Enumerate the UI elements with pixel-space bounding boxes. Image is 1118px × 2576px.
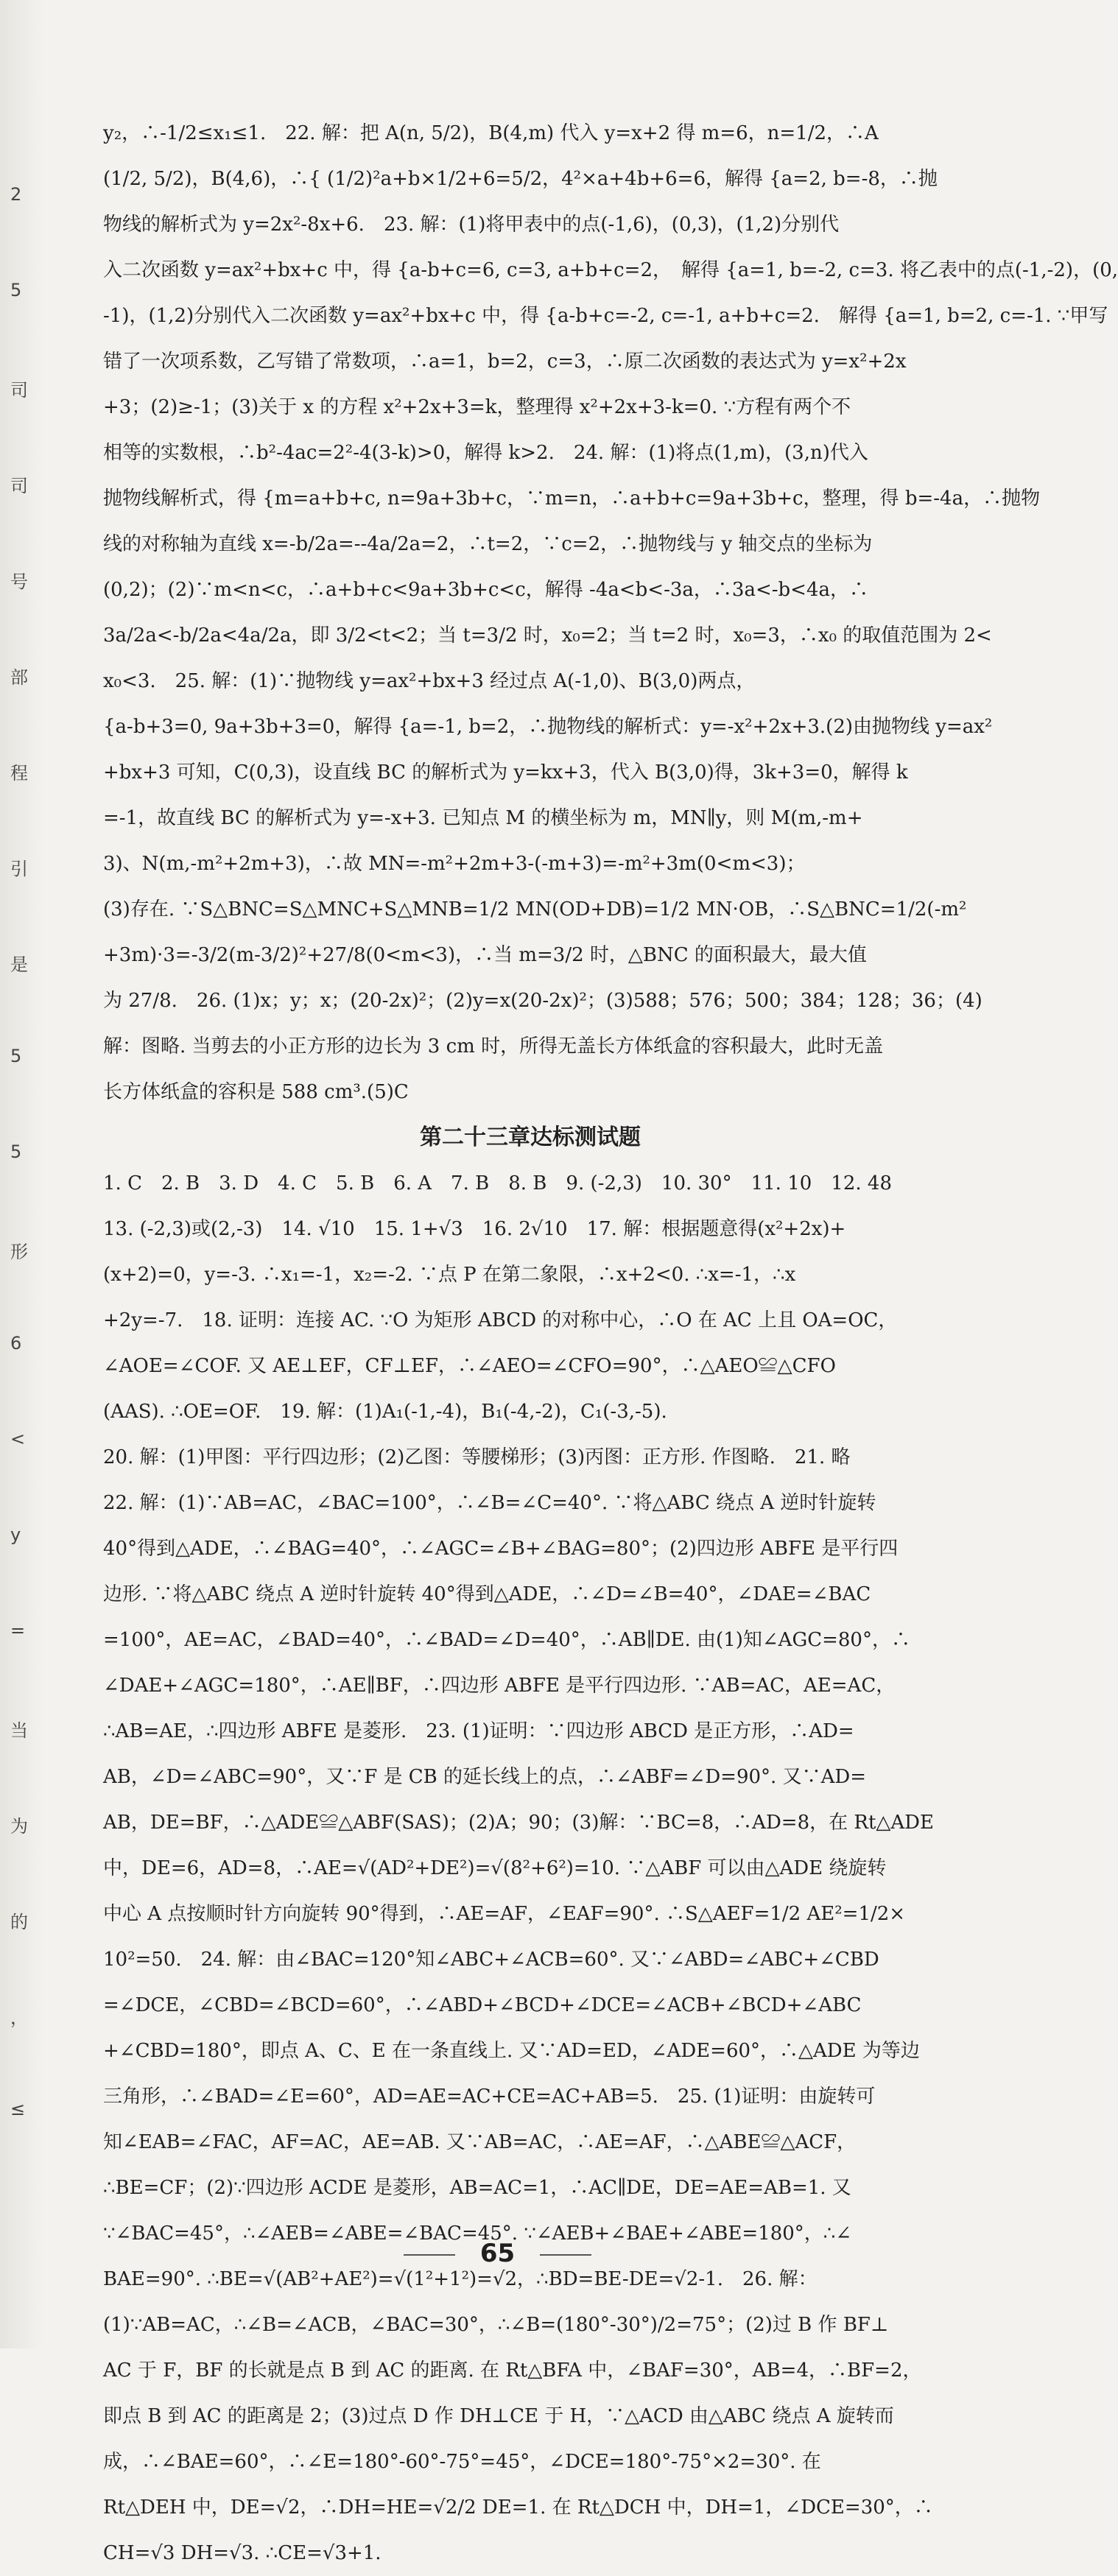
answer-line: 中心 A 点按顺时针方向旋转 90°得到，∴AE=AF，∠EAF=90°. ∴S△AEF=1/2 AE²=1/2× [103,1903,906,1925]
answer-line: ∵∠BAC=45°，∴∠AEB=∠ABE=∠BAC=45°. ∵∠AEB+∠BAE+∠ABE=180°，∴∠ [103,2223,852,2245]
answer-line: 13. (-2,3)或(2,-3) 14. √10 15. 1+√3 16. 2√10 17. 解：根据题意得(x²+2x)+ [103,1218,846,1240]
answer-line: AC 于 F，BF 的长就是点 B 到 AC 的距离. 在 Rt△BFA 中，∠BAF=30°，AB=4，∴BF=2， [103,2359,922,2382]
answer-line: 线的对称轴为直线 x=-b/2a=--4a/2a=2，∴t=2，∵c=2，∴抛物线与 y 轴交点的坐标为 [103,533,873,555]
answer-line: 1. C 2. B 3. D 4. C 5. B 6. A 7. B 8. B 9. (-2,3) 10. 30° 11. 10 12. 48 [103,1172,892,1194]
answer-line: 抛物线解析式，得 {m=a+b+c, n=9a+3b+c，∵m=n，∴a+b+c=9a+3b+c，整理，得 b=-4a，∴抛物 [103,488,1041,510]
margin-mark: 司 [10,380,28,401]
margin-mark: ≤ [10,2099,26,2119]
answer-line: 40°得到△ADE，∴∠BAG=40°，∴∠AGC=∠B+∠BAG=80°；(2)四边形 ABFE 是平行四 [103,1538,899,1560]
answer-line: Rt△DEH 中，DE=√2，∴DH=HE=√2/2 DE=1. 在 Rt△DCH 中，DH=1，∠DCE=30°，∴ [103,2496,933,2519]
answer-line: AB，∠D=∠ABC=90°，又∵F 是 CB 的延长线上的点，∴∠ABF=∠D=90°. 又∵AD= [103,1766,866,1788]
answer-content [103,110,1118,2576]
margin-mark: 部 [10,667,28,688]
section-quadratic-answers [103,110,1118,1115]
section-chapter23-answers [103,1161,957,2576]
answer-line: +∠CBD=180°，即点 A、C、E 在一条直线上. 又∵AD=ED，∠ADE=60°，∴△ADE 为等边 [103,2040,920,2062]
answer-line: 知∠EAB=∠FAC，AF=AC，AE=AB. 又∵AB=AC，∴AE=AF，∴△ABE≌△ACF， [103,2131,857,2153]
answer-line: 物线的解析式为 y=2x²-8x+6. 23. 解：(1)将甲表中的点(-1,6)，(0,3)，(1,2)分别代 [103,214,840,236]
margin-mark: y [10,1524,21,1545]
answer-line: 长方体纸盒的容积是 588 cm³.(5)C [103,1081,409,1103]
answer-line: 3)、N(m,-m²+2m+3)，∴故 MN=-m²+2m+3-(-m+3)=-m²+3m(0<m<3)； [103,853,806,875]
answer-line: +bx+3 可知，C(0,3)，设直线 BC 的解析式为 y=kx+3，代入 B(3,0)得，3k+3=0，解得 k [103,761,908,784]
answer-line: ∠AOE=∠COF. 又 AE⊥EF，CF⊥EF，∴∠AEO=∠CFO=90°，∴△AEO≌△CFO [103,1355,836,1377]
answer-line: CH=√3 DH=√3. ∴CE=√3+1. [103,2542,382,2564]
answer-line: AB，DE=BF，∴△ADE≌△ABF(SAS)；(2)A；90；(3)解：∵BC=8，∴AD=8，在 Rt△ADE [103,1812,935,1834]
answer-line: 边形. ∵将△ABC 绕点 A 逆时针旋转 40°得到△ADE，∴∠D=∠B=40°，∠DAE=∠BAC [103,1583,871,1605]
margin-mark: < [10,1429,26,1449]
answer-line: 相等的实数根，∴b²-4ac=2²-4(3-k)>0，解得 k>2. 24. 解：(1)将点(1,m)，(3,n)代入 [103,442,868,464]
answer-line: (AAS). ∴OE=OF. 19. 解：(1)A₁(-1,-4)，B₁(-4,-2)，C₁(-3,-5). [103,1401,667,1423]
margin-mark: 2 [10,184,22,205]
answer-line: =-1，故直线 BC 的解析式为 y=-x+3. 已知点 M 的横坐标为 m，MN∥y，则 M(m,-m+ [103,807,863,829]
margin-mark: 5 [10,1046,22,1066]
margin-mark: ， [10,2007,28,2028]
answer-line: (1/2, 5/2)，B(4,6)，∴{ (1/2)²a+b×1/2+6=5/2，4²×a+4b+6=6，解得 {a=2, b=-8，∴抛 [103,168,938,190]
answer-line: ∴AB=AE，∴四边形 ABFE 是菱形. 23. (1)证明：∵四边形 ABCD 是正方形，∴AD= [103,1720,854,1742]
left-margin-strip [0,0,44,2348]
answer-line: 三角形，∴∠BAD=∠E=60°，AD=AE=AC+CE=AC+AB=5. 25. (1)证明：由旋转可 [103,2086,876,2108]
margin-mark: 是 [10,954,28,975]
page-number: 65 [479,2239,516,2268]
margin-mark: 引 [10,859,28,879]
answer-line: +2y=-7. 18. 证明：连接 AC. ∵O 为矩形 ABCD 的对称中心，∴O 在 AC 上且 OA=OC， [103,1309,898,1331]
answer-line: 3a/2a<-b/2a<4a/2a，即 3/2<t<2；当 t=3/2 时，x₀=2；当 t=2 时，x₀=3，∴x₀ 的取值范围为 2< [103,624,992,647]
answer-line: (x+2)=0，y=-3. ∴x₁=-1，x₂=-2. ∵点 P 在第二象限，∴x+2<0. ∴x=-1，∴x [103,1264,796,1286]
margin-mark: 6 [10,1333,22,1354]
answer-line: 中，DE=6，AD=8，∴AE=√(AD²+DE²)=√(8²+6²)=10. ∵△ABF 可以由△ADE 绕旋转 [103,1857,887,1879]
answer-line: ∴BE=CF；(2)∵四边形 ACDE 是菱形，AB=AC=1，∴AC∥DE，DE=AE=AB=1. 又 [103,2177,851,2199]
answer-line: {a-b+3=0, 9a+3b+3=0，解得 {a=-1, b=2，∴抛物线的解析式：y=-x²+2x+3.(2)由抛物线 y=ax² [103,716,993,738]
page-number-rule-right [540,2254,591,2256]
margin-mark: 为 [10,1816,28,1837]
page-number-rule-left [404,2254,455,2256]
answer-line: =100°，AE=AC，∠BAD=40°，∴∠BAD=∠D=40°，∴AB∥DE. 由(1)知∠AGC=80°，∴ [103,1629,910,1651]
answer-line: +3m)·3=-3/2(m-3/2)²+27/8(0<m<3)，∴当 m=3/2 时，△BNC 的面积最大，最大值 [103,944,867,966]
answer-line: x₀<3. 25. 解：(1)∵抛物线 y=ax²+bx+3 经过点 A(-1,0)、B(3,0)两点， [103,670,756,692]
answer-line: 即点 B 到 AC 的距离是 2；(3)过点 D 作 DH⊥CE 于 H，∵△ACD 由△ABC 绕点 A 旋转而 [103,2405,894,2427]
margin-mark: 的 [10,1912,28,1932]
margin-mark: 形 [10,1242,28,1262]
answer-line: 错了一次项系数，乙写错了常数项，∴a=1，b=2，c=3，∴原二次函数的表达式为 y=x²+2x [103,351,907,373]
answer-line: (0,2)；(2)∵m<n<c，∴a+b+c<9a+3b+c<c，解得 -4a<b<-3a，∴3a<-b<4a，∴ [103,579,868,601]
margin-mark: = [10,1620,26,1641]
answer-line: ∠DAE+∠AGC=180°，∴AE∥BF，∴四边形 ABFE 是平行四边形. ∵AB=AC，AE=AC， [103,1675,896,1697]
answer-line: -1)，(1,2)分别代入二次函数 y=ax²+bx+c 中，得 {a-b+c=-2, c=-1, a+b+c=2. 解得 {a=1, b=2, c=-1. ∵甲写 [103,305,1108,327]
answer-line: 10²=50. 24. 解：由∠BAC=120°知∠ABC+∠ACB=60°. 又∵∠ABD=∠ABC+∠CBD [103,1949,879,1971]
chapter-title: 第二十三章达标测试题 [420,1125,641,1150]
margin-mark: 程 [10,763,28,784]
margin-mark: 5 [10,1141,22,1162]
margin-mark: 5 [10,280,22,300]
answer-line: BAE=90°. ∴BE=√(AB²+AE²)=√(1²+1²)=√2，∴BD=BE-DE=√2-1. 26. 解： [103,2268,818,2290]
answer-line: 入二次函数 y=ax²+bx+c 中，得 {a-b+c=6, c=3, a+b+c=2， 解得 {a=1, b=-2, c=3. 将乙表中的点(-1,-2)，(0, [103,259,1118,281]
margin-mark: 司 [10,476,28,496]
margin-mark: 当 [10,1720,28,1741]
answer-line: 解：图略. 当剪去的小正方形的边长为 3 cm 时，所得无盖长方体纸盒的容积最大，此时无盖 [103,1035,884,1058]
answer-line: 成，∴∠BAE=60°，∴∠E=180°-60°-75°=45°，∠DCE=180°-75°×2=30°. 在 [103,2451,821,2473]
answer-line: (1)∵AB=AC，∴∠B=∠ACB，∠BAC=30°，∴∠B=(180°-30°)/2=75°；(2)过 B 作 BF⊥ [103,2314,889,2336]
answer-line: 20. 解：(1)甲图：平行四边形；(2)乙图：等腰梯形；(3)丙图：正方形. 作图略. 21. 略 [103,1446,851,1468]
margin-mark: 号 [10,571,28,592]
answer-line: y₂，∴-1/2≤x₁≤1. 22. 解：把 A(n, 5/2)，B(4,m) 代入 y=x+2 得 m=6，n=1/2，∴A [103,122,879,144]
answer-line: +3；(2)≥-1；(3)关于 x 的方程 x²+2x+3=k，整理得 x²+2x+3-k=0. ∵方程有两个不 [103,396,851,418]
page-number-row [0,2239,995,2268]
answer-line: =∠DCE，∠CBD=∠BCD=60°，∴∠ABD+∠BCD+∠DCE=∠ACB+∠BCD+∠ABC [103,1994,862,2016]
answer-line: (3)存在. ∵S△BNC=S△MNC+S△MNB=1/2 MN(OD+DB)=1/2 MN·OB，∴S△BNC=1/2(-m² [103,898,967,921]
answer-line: 为 27/8. 26. (1)x；y；x；(20-2x)²；(2)y=x(20-2x)²；(3)588；576；500；384；128；36；(4) [103,990,982,1012]
answer-line: 22. 解：(1)∵AB=AC，∠BAC=100°，∴∠B=∠C=40°. ∵将△ABC 绕点 A 逆时针旋转 [103,1492,876,1514]
